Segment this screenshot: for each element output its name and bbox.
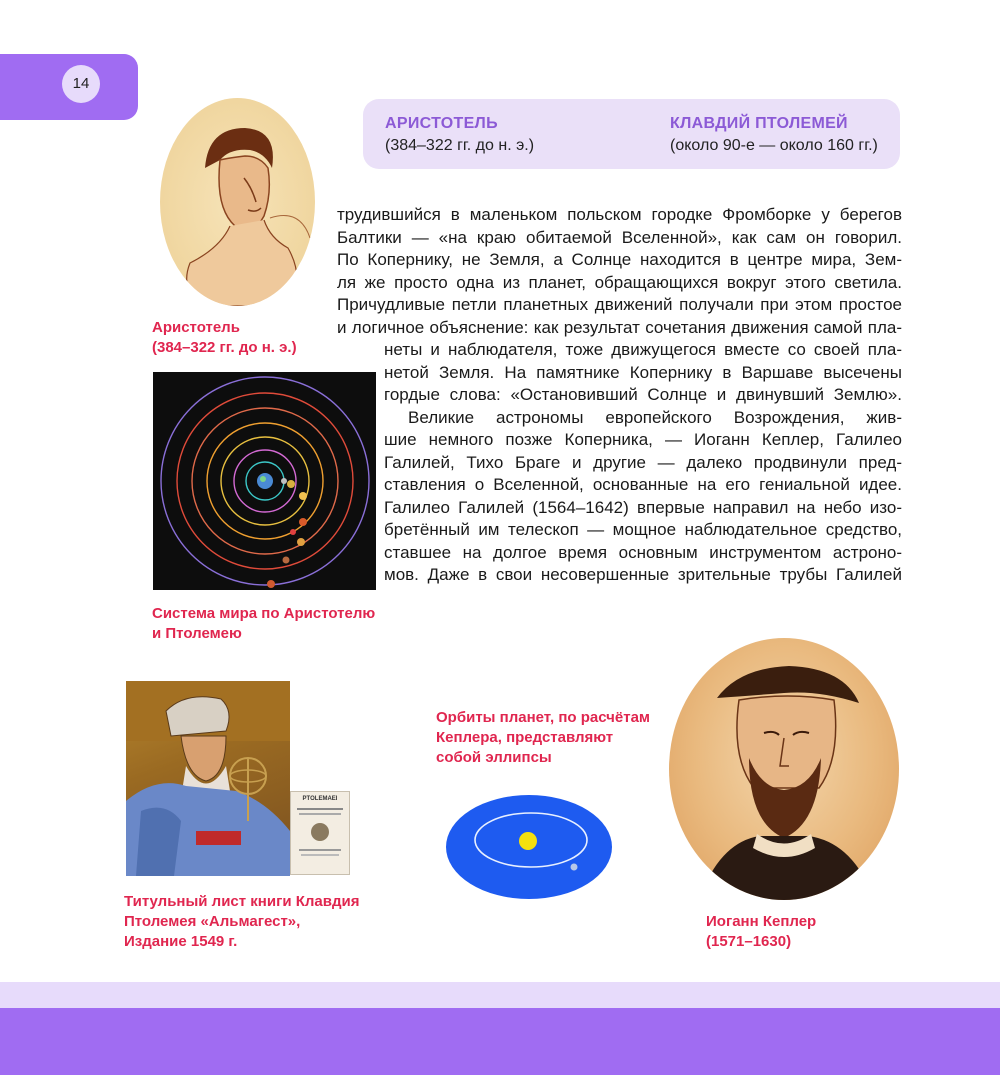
footer-band-light — [0, 982, 1000, 1008]
system-of-world-image — [153, 372, 376, 590]
header-ptolemy-name: КЛАВДИЙ ПТОЛЕМЕЙ — [670, 115, 848, 132]
footer-band — [0, 1008, 1000, 1075]
body-line: ставления о Вселенной, основанные на его гениальной идее. — [384, 475, 902, 494]
caption-kepler: Иоганн Кеплер (1571–1630) — [706, 913, 817, 950]
orbits-diagram — [153, 372, 376, 590]
header-aristotle-years: (384–322 гг. до н. э.) — [385, 137, 535, 154]
body-line: бретённый им телескоп — мощное наблюдательное средство, — [384, 520, 902, 539]
body-line: гордые слова: «Остановивший Солнце и двинувший Землю». — [384, 385, 902, 404]
aristotle-portrait — [160, 98, 315, 306]
caption-aristotle: Аристотель (384–322 гг. до н. э.) — [152, 319, 297, 356]
ptolemy-painting — [126, 681, 290, 876]
header-ptolemy-years: (около 90-е — около 160 гг.) — [670, 137, 878, 154]
caption-orbits: Орбиты планет, по расчётам Кеплера, представляют собой эллипсы — [436, 709, 651, 766]
body-line: нетой Земля. На памятнике Копернику в Варшаве высечены — [384, 362, 902, 382]
body-line: Галилей, Тихо Браге и другие — далеко продвинули пред- — [384, 452, 902, 472]
header-aristotle-name: АРИСТОТЕЛЬ — [385, 115, 498, 132]
caption-system: Система мира по Аристотелю и Птолемею — [152, 605, 376, 642]
body-line: неты и наблюдателя, тоже движущегося вместе со своей пла- — [384, 340, 902, 359]
header-box — [363, 99, 900, 169]
almagest-title-page — [290, 791, 350, 875]
body-line: Великие астрономы европейского Возрождения, жив- — [408, 407, 902, 427]
book-title-text: PTOLEMAEI — [302, 796, 338, 802]
body-text-block-2 — [384, 339, 902, 587]
body-line: трудившийся в маленьком польском городке Фромборке у берегов — [337, 205, 902, 224]
kepler-sketch — [669, 638, 899, 900]
caption-almagest: Титульный лист книги Клавдия Птолемея «Альмагест», Издание 1549 г. — [124, 893, 360, 950]
body-line: Балтики — «на краю обитаемой Вселенной», как сам он говорил. — [337, 227, 902, 247]
body-line: Причудливые петли планетных движений получали при этом простое — [337, 295, 902, 314]
body-line: шие немного позже Коперника, — Иоганн Кеплер, Галилео — [384, 430, 902, 449]
body-text-block-1 — [337, 204, 902, 339]
body-line: Галилео Галилей (1564–1642) впервые направил на небо изо- — [384, 497, 902, 517]
aristotle-sketch — [160, 98, 315, 306]
kepler-portrait — [669, 638, 899, 900]
body-line: мов. Даже в свои несовершенные зрительные трубы Галилей — [384, 565, 902, 584]
almagest-image — [126, 681, 290, 876]
body-line: ля же просто одна из планет, обращающихся вокруг этого светила. — [337, 272, 902, 292]
ellipse-orbit-svg — [446, 795, 612, 899]
page-number: 14 — [62, 65, 100, 103]
body-line: По Копернику, не Земля, а Солнце находится в центре мира, Зем- — [337, 250, 902, 269]
kepler-orbit-diagram — [446, 795, 612, 899]
body-line: ставшее на долгое время основным инструментом астроно- — [384, 542, 902, 562]
body-line: и логичное объяснение: как результат сочетания движения самой пла- — [337, 317, 902, 337]
